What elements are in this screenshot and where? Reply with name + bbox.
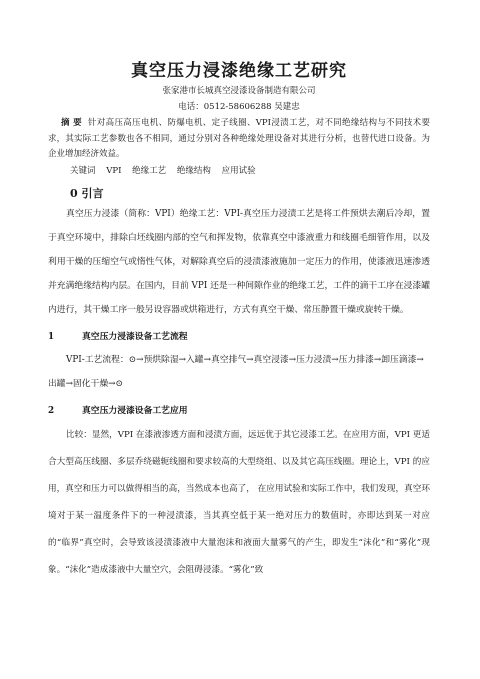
paper-title: 真空压力浸漆绝缘工艺研究 [131, 61, 347, 81]
abstract-text: 针对高压高压电机、防爆电机、定子线圈、VPI浸渍工艺，对不同绝缘结构与不同技术要求，其实际工艺参数也各不相同，通过分别对各种绝缘处理设备对其进行分析，也替代进口设备。为企业增加经济效益。 [48, 118, 430, 159]
keyword-item: 绝缘工艺 [132, 165, 167, 176]
abstract [48, 116, 430, 163]
section-title: 真空压力浸漆设备工艺流程 [82, 331, 188, 342]
keyword-item: VPI [106, 165, 122, 176]
section-2-paragraph: 比较：显然，VPI 在漆液渗透方面和浸渍方面，远远优于其它浸漆工艺。在应用方面，VPI 更适合大型高压线圈、多层乔绕磁轭线圈和要求较高的大型绕组、以及其它高压线圈。理论上，VPI 的应用，真空和压力可以做得相当的高，当然成本也高了， 在应用试验和实际工作中，我们发现，真空环境对于某一温度条件下的一种浸渍漆，当其真空低于某一绝对压力的数值时，亦即达到某一对应的“临界”真空时，会导致该浸渍漆液中大量泡沫和液面大量雾气的产生，即发生“沫化”和“雾化”现象。“沫化”造成漆液中大量空穴，会阻碍浸漆。“雾化”致 [48, 429, 430, 575]
intro-heading: 0 引言 [70, 186, 104, 200]
affiliation: 张家港市长城真空浸漆设备制造有限公司 [162, 86, 316, 96]
process-flow-text: VPI-工艺流程：⊙→预烘除湿→入罐→真空排气→真空浸漆→压力浸渍→压力排漆→卸压滴漆→出罐→固化干燥→⊙ [48, 354, 424, 389]
keywords-label: 关键词 [70, 165, 96, 176]
abstract-label: 摘 要 [61, 118, 82, 128]
keyword-item: 应用试验 [221, 165, 256, 176]
section-2-heading [48, 400, 430, 422]
intro-paragraph: 真空压力浸漆（简称：VPI）绝缘工艺：VPI-真空压力浸渍工艺是将工件预烘去潮后冷却，置于真空环境中，排除白坯线圈内部的空气和挥发物，依靠真空中漆液重力和线圈毛细管作用，以及利用干燥的压缩空气或惰性气体，对解除真空后的浸渍漆液施加一定压力的作用，使漆液迅速渗透并充满绝缘结构内层。在国内，目前 VPI 还是一种间隙作业的绝缘工艺，工件的滴干工序在浸漆罐内进行，其干燥工序一般另设容器或烘箱进行，方式有真空干燥、常压静置干燥或旋转干燥。 [48, 208, 431, 315]
section-number: 2 [48, 405, 55, 416]
section-number: 1 [48, 331, 55, 342]
keyword-item: 绝缘结构 [176, 165, 211, 176]
keywords [48, 164, 430, 178]
contact-info: 电话：0512-58606288 吴建忠 [178, 102, 300, 112]
section-title: 真空压力浸漆设备工艺应用 [82, 405, 188, 416]
section-1-heading [48, 326, 430, 348]
